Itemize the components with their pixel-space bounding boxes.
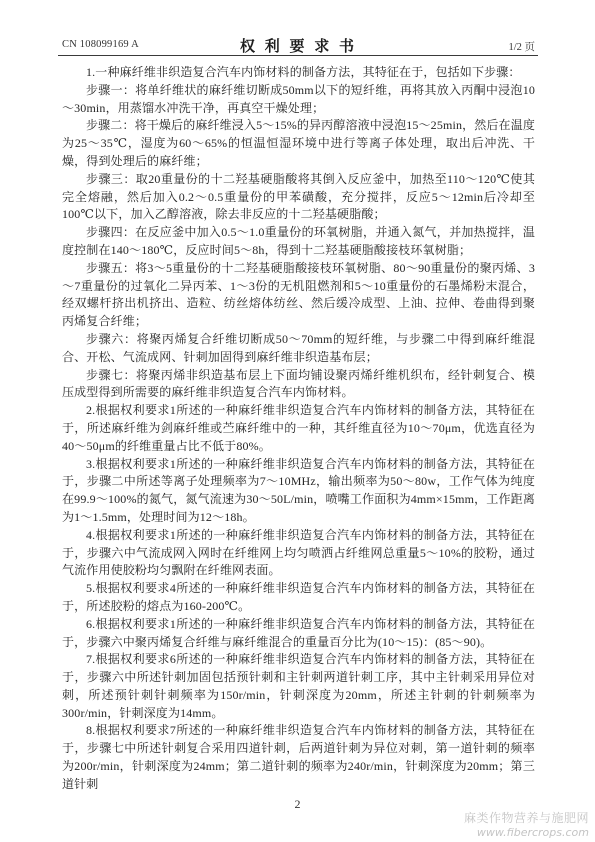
claim-1-step-2: 步骤二：将干燥后的麻纤维浸入5～15%的异丙醇溶液中浸泡15～25min，然后在温度为25～35℃，湿度为60～65%的恒温恒湿环境中进行等离子体处理，取出后冲洗、干燥，得到处理后的麻纤维；: [62, 118, 535, 168]
watermark: [464, 811, 589, 840]
page-number: 2: [294, 797, 301, 811]
claims-section: [62, 64, 535, 794]
claim-1-step-5: 步骤五：将3～5重量份的十二羟基硬脂酸接枝环氧树脂、80～90重量份的聚丙烯、3～7重量份的过氧化二异丙苯、1～3份的无机阻燃剂和5～10重量份的石墨烯粉末混合，经双螺杆挤出机挤出、造粒、纺丝熔体纺丝、然后缓冷成型、上油、拉伸、卷曲得到聚丙烯复合纤维；: [62, 260, 535, 329]
page-indicator: 1/2 页: [508, 42, 535, 53]
claim-2: [62, 402, 535, 455]
claim-4-text: 4.根据权利要求1所述的一种麻纤维非织造复合汽车内饰材料的制备方法，其特征在于，步骤六中气流成网入网时在纤维网上均匀喷洒占纤维网总重量5～10%的胶粉，通过气流作用使胶粉均匀飘附在纤维网表面。: [62, 527, 535, 578]
claim-7-text: 7.根据权利要求6所述的一种麻纤维非织造复合汽车内饰材料的制备方法，其特征在于，步骤六中所述针刺加固包括预针刺和主针刺两道针刺工序，其中主针刺采用异位对刺，所述预针刺针刺频率为150r/min，针刺深度为20mm，所述主针刺的针刺频率为300r/min，针刺深度为14mm。: [62, 652, 535, 720]
page-header: [62, 35, 535, 53]
document-title: 权 利 要 求 书: [239, 39, 357, 55]
claim-6: [62, 616, 535, 652]
claim-5: [62, 580, 535, 616]
claim-1-step-7: 步骤七：将聚丙烯非织造基布层上下面均铺设聚丙烯纤维机织布，经针刺复合、模压成型得到所需要的麻纤维非织造复合汽车内饰材料。: [62, 367, 535, 400]
claim-1: [62, 64, 535, 402]
claim-1-step-1: 步骤一：将单纤维状的麻纤维切断成50mm以下的短纤维，再将其放入丙酮中浸泡10～30min，用蒸馏水冲洗干净，再真空干燥处理；: [62, 82, 535, 115]
claim-5-text: 5.根据权利要求4所述的一种麻纤维非织造复合汽车内饰材料的制备方法，其特征在于，所述胶粉的熔点为160-200℃。: [62, 581, 535, 613]
watermark-site-name: 麻类作物营养与施肥网: [463, 811, 589, 825]
claim-7: [62, 651, 535, 722]
claim-8-text: 8.根据权利要求7所述的一种麻纤维非织造复合汽车内饰材料的制备方法，其特征在于，步骤七中所述针刺复合采用四道针刺，后两道针刺为异位对刺，第一道针刺的频率为200r/min，针刺深度为24mm；第二道针刺的频率为240r/min，针刺深度为20mm；第三道针刺: [62, 723, 535, 791]
claim-1-step-3: 步骤三：取20重量份的十二羟基硬脂酸将其倒入反应釜中，加热至110～120℃使其完全熔融，然后加入0.2～0.5重量份的甲苯磺酸，充分搅拌，反应5～12min后冷却至100℃以下，加入乙醇溶液，除去非反应的十二羟基硬脂酸；: [62, 171, 535, 222]
claim-8: [62, 722, 535, 793]
claim-1-step-4: 步骤四：在反应釜中加入0.5～1.0重量份的环氧树脂，并通入氮气，并加热搅拌，温度控制在140～180℃，反应时间5～8h，得到十二羟基硬脂酸接枝环氧树脂；: [62, 225, 535, 257]
claim-3: [62, 456, 535, 527]
claim-6-text: 6.根据权利要求1所述的一种麻纤维非织造复合汽车内饰材料的制备方法，其特征在于，步骤六中聚丙烯复合纤维与麻纤维混合的重量百分比为(10～15)：(85～90)。: [62, 616, 535, 649]
publication-number: CN 108099169 A: [62, 39, 139, 50]
claim-3-text: 3.根据权利要求1所述的一种麻纤维非织造复合汽车内饰材料的制备方法，其特征在于，步骤二中所述等离子处理频率为7～10MHz，输出频率为50～80w，工作气体为纯度在99.9～100%的氮气，氮气流速为30～50L/min，喷嘴工作面积为4mm×15mm，工作距离为1～1.5mm，处理时间为12～18h。: [62, 456, 535, 524]
claim-4: [62, 527, 535, 580]
watermark-url: www.fibercrops.com: [476, 826, 589, 839]
claim-2-text: 2.根据权利要求1所述的一种麻纤维非织造复合汽车内饰材料的制备方法，其特征在于，所述麻纤维为剑麻纤维或苎麻纤维中的一种，其纤维直径为10～70μm，优选直径为40～50μm的纤维重量占比不低于80%。: [62, 403, 535, 453]
claim-1-preamble: 1.一种麻纤维非织造复合汽车内饰材料的制备方法，其特征在于，包括如下步骤：: [86, 65, 521, 79]
claim-1-step-6: 步骤六：将聚丙烯复合纤维切断成50～70mm的短纤维，与步骤二中得到麻纤维混合、开松、气流成网、针刺加固得到麻纤维非织造基布层；: [62, 331, 535, 364]
header-divider: [58, 55, 538, 56]
